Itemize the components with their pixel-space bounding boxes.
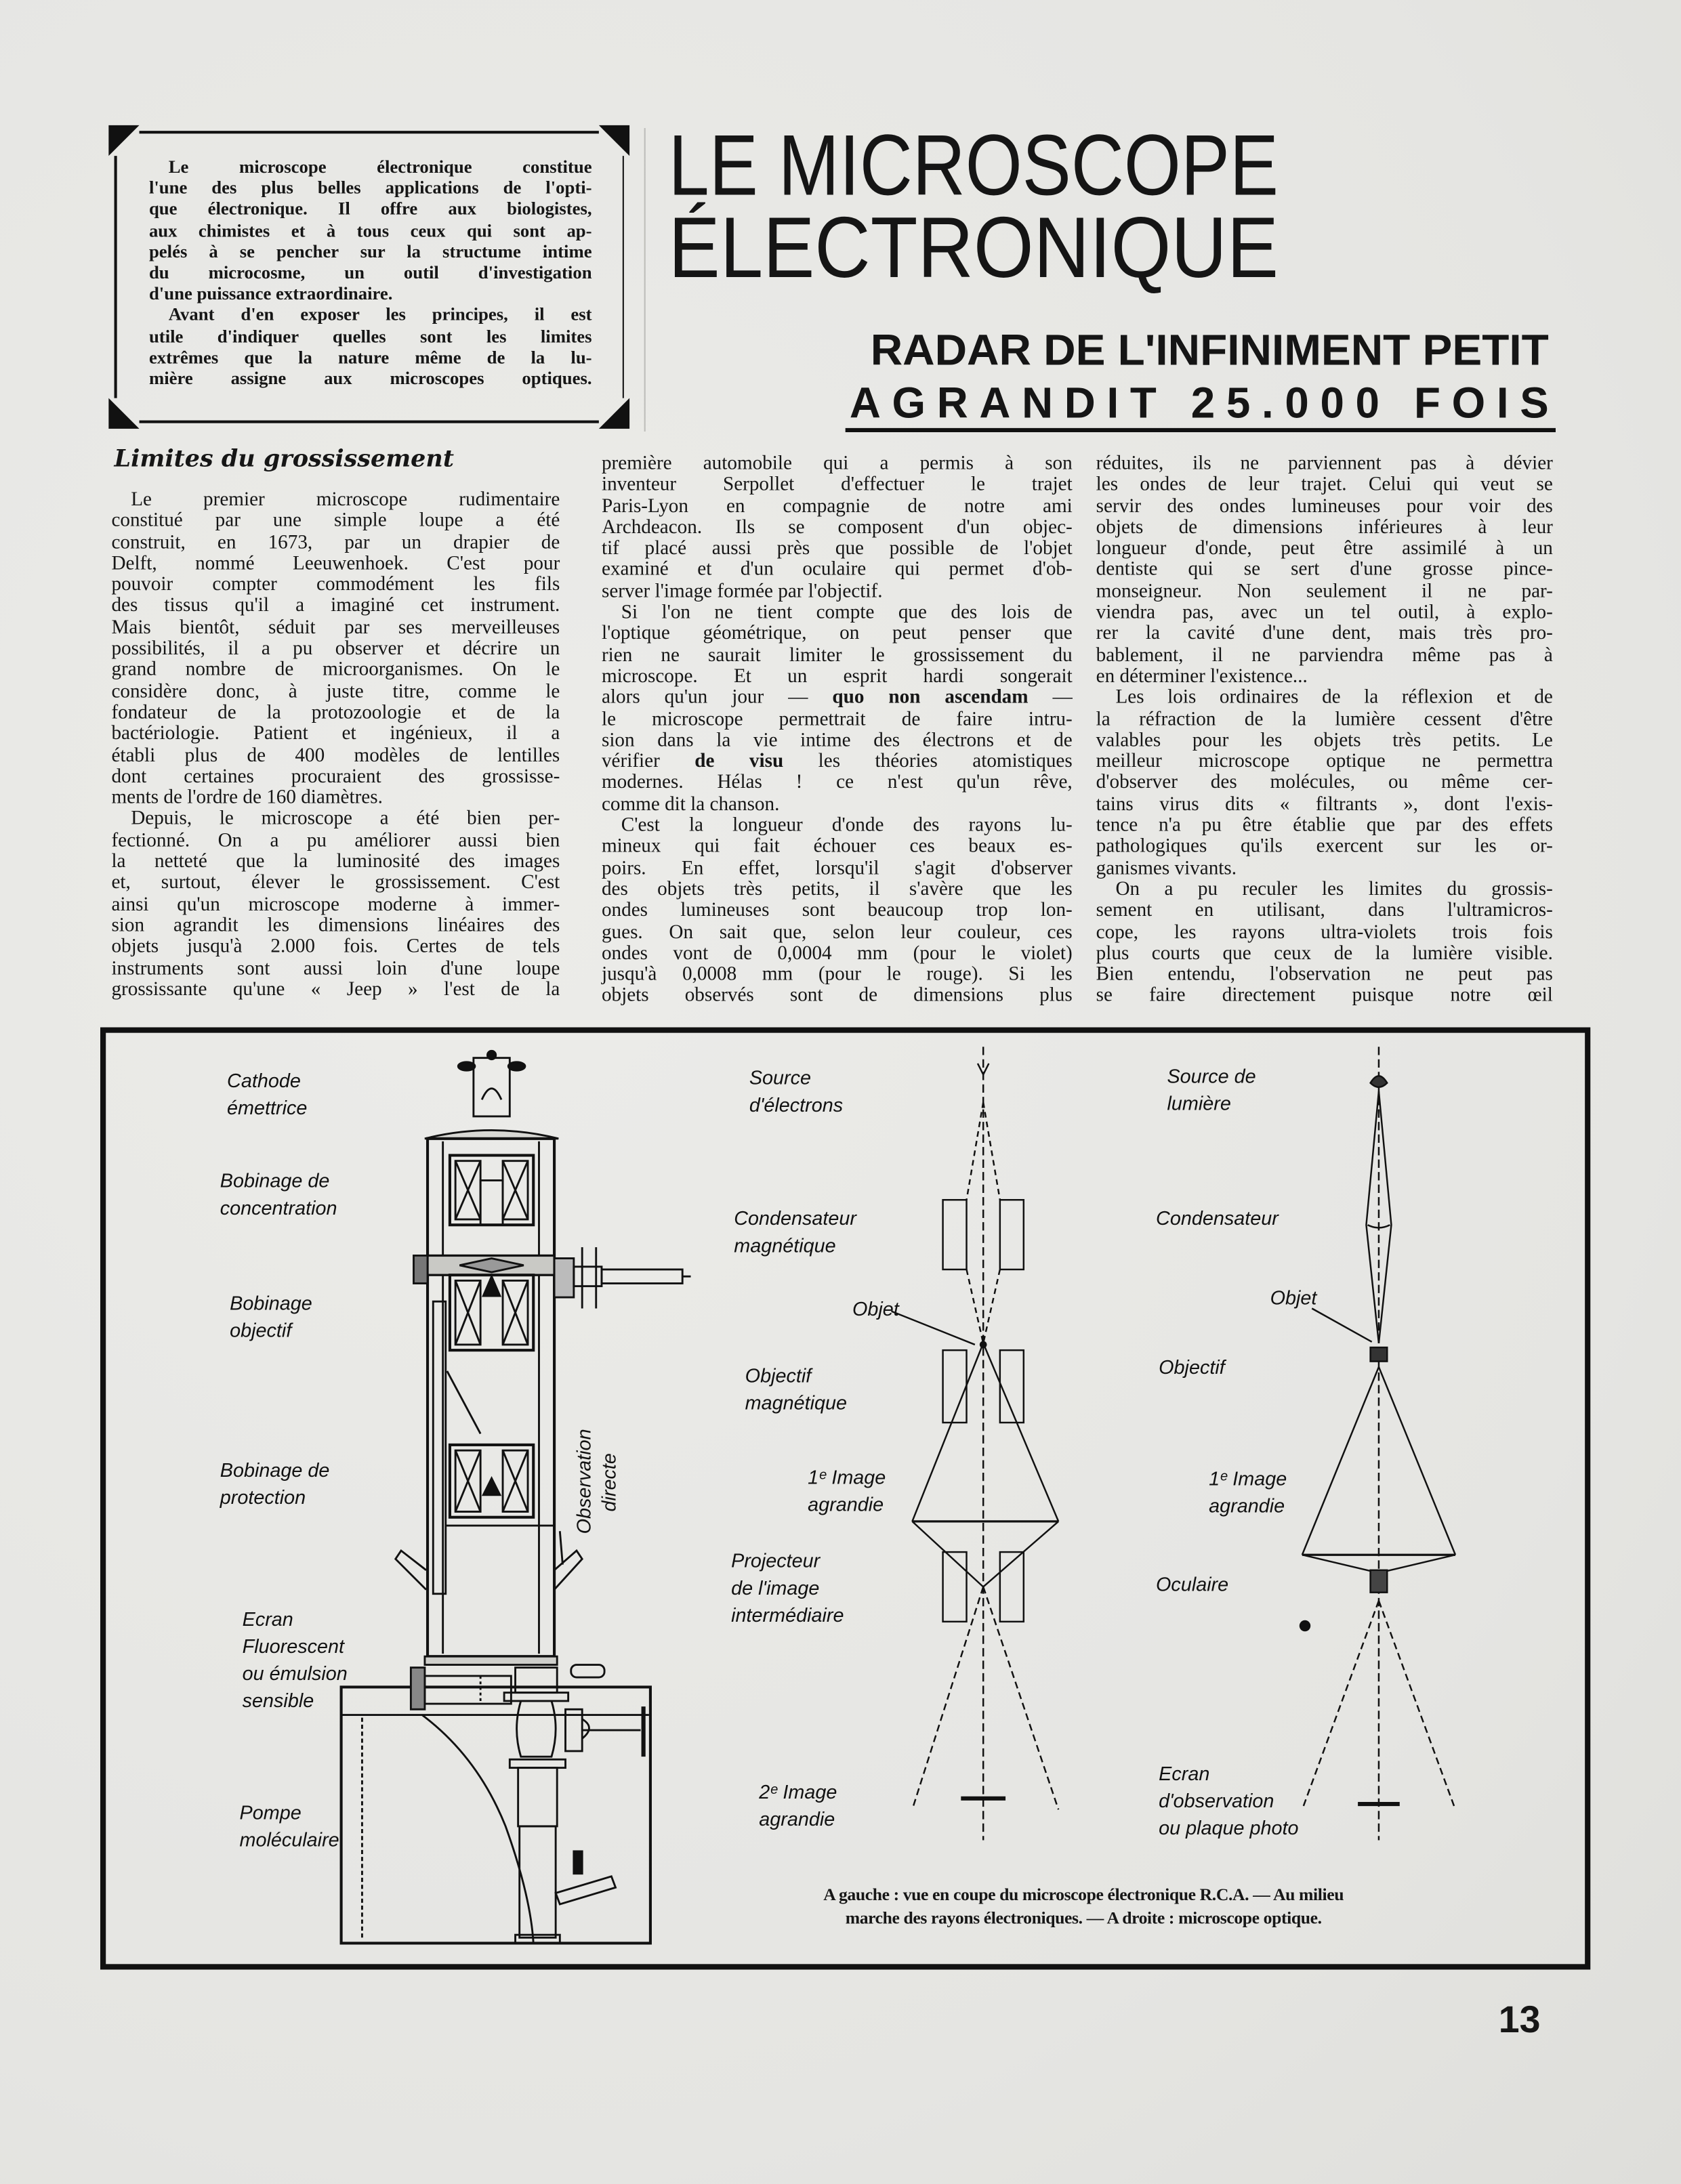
text-line: construit, en 1673, par un drapier de <box>111 531 560 553</box>
text-line: pathologiques qu'ils exercent sur les or- <box>1096 835 1553 858</box>
label-r-source: Source de <box>1167 1066 1256 1088</box>
electron-ray-diagram <box>892 1047 1059 1840</box>
label-bob-objectif: Bobinage <box>230 1293 312 1315</box>
text-line: objets de dimensions inférieures à leur <box>1096 516 1553 539</box>
intro-text <box>149 156 592 388</box>
bold-phrase: de visu <box>694 750 784 773</box>
caption-line: marche des rayons électroniques. — A droite : microscope optique. <box>845 1908 1322 1928</box>
text-line: gues. On sait que, selon leur couleur, ces <box>601 921 1073 944</box>
text-line: se faire directement puisque notre œil <box>1096 984 1553 1007</box>
optical-ray-diagram <box>1300 1047 1455 1840</box>
label-pompe: Pompe <box>239 1802 302 1824</box>
corner-decoration <box>108 398 139 429</box>
label-r-objectif: Objectif <box>1159 1357 1225 1379</box>
text-line: sion dans la vie intime des électrons et de <box>601 729 1073 752</box>
label-m-projecteur: intermédiaire <box>731 1604 844 1626</box>
label-concentration: concentration <box>220 1197 337 1219</box>
text-line: ondes lumineuses sont beaucoup trop lon- <box>601 899 1073 922</box>
text-line: des objets très petits, il s'avère que les <box>601 878 1073 901</box>
text-line: inventeur Serpollet d'effectuer le trajet <box>601 474 1073 497</box>
caption-line: A gauche : vue en coupe du microscope électronique R.C.A. — Au milieu <box>823 1885 1344 1904</box>
text-line: bactériologie. Patient et ingénieux, il a <box>111 722 560 745</box>
corner-decoration <box>599 125 629 156</box>
condenser-lens <box>1000 1200 1024 1269</box>
text-line: mineux qui fait échouer ces beaux es- <box>601 835 1073 858</box>
text-line <box>602 688 1073 709</box>
text-line: Les lois ordinaires de la réflexion et de <box>1115 686 1553 709</box>
text-line: ments de l'ordre de 160 diamètres. <box>111 786 383 810</box>
condenser-lens <box>943 1200 967 1269</box>
text-segment: alors qu'un jour — <box>601 686 833 709</box>
text-line: réduites, ils ne parviennent pas à dévier <box>1096 452 1553 475</box>
label-cathode: émettrice <box>227 1097 308 1119</box>
text-line: d'une puissance extraordinaire. <box>148 282 393 304</box>
label-cathode: Cathode <box>227 1070 301 1092</box>
text-line: pelés à se pencher sur la structume intime <box>148 240 592 261</box>
label-r-ecran: ou plaque photo <box>1159 1818 1299 1840</box>
corner-decoration <box>108 125 139 156</box>
label-m-image2: 2ᵉ Image <box>759 1781 837 1803</box>
label-ecran: sensible <box>242 1690 314 1713</box>
label-protection: protection <box>220 1487 306 1509</box>
label-m-objectif: Objectif <box>745 1365 812 1387</box>
text-line: possibilités, il a pu observer et décrire un <box>111 637 560 660</box>
title-line-1: LE MICROSCOPE <box>668 117 1279 213</box>
section-heading: Limites du grossissement <box>114 445 454 474</box>
label-m-image2: agrandie <box>759 1808 835 1830</box>
text-segment: — <box>1028 686 1073 709</box>
intro-box <box>108 125 629 429</box>
text-line: l'optique géométrique, on peut penser que <box>601 623 1073 646</box>
box-border <box>140 421 599 423</box>
bold-phrase: quo non ascendam <box>832 686 1029 709</box>
text-line: objets observés sont de dimensions plus <box>601 984 1073 1007</box>
text-line: On a pu reculer les limites du grossis- <box>1115 878 1553 901</box>
projector-lens <box>943 1552 967 1622</box>
side-arm <box>602 1269 682 1284</box>
text-line: tif placé aussi près que possible de l'objet <box>601 537 1073 560</box>
text-line: que électronique. Il offre aux biologistes, <box>148 198 592 219</box>
label-bob-objectif: objectif <box>230 1320 292 1342</box>
box-border <box>140 131 599 133</box>
label-m-objectif: magnétique <box>745 1392 848 1414</box>
text-line: examiné et d'un oculaire qui permet d'ob- <box>601 558 1073 581</box>
label-m-condensateur: magnétique <box>734 1235 836 1257</box>
article-column-2 <box>602 454 1073 1007</box>
figure-diagram <box>100 1027 1590 1969</box>
label-r-image1: agrandie <box>1209 1495 1285 1517</box>
text-line: première automobile qui a permis à son <box>601 452 1073 475</box>
label-r-ecran: Ecran <box>1159 1763 1210 1786</box>
molecular-pump <box>518 1768 558 1826</box>
text-line: Si l'on ne tient compte que des lois de <box>621 601 1073 624</box>
subtitle-line-2: AGRANDIT 25.000 FOIS <box>849 379 1549 427</box>
text-line: Avant d'en exposer les principes, il est <box>168 303 592 325</box>
label-r-oculaire: Oculaire <box>1156 1574 1229 1596</box>
text-line: ainsi qu'un microscope moderne à immer- <box>111 893 560 916</box>
text-line: valables pour les objets très petits. Le <box>1096 729 1553 752</box>
text-line: microscope. Et un esprit hardi songerait <box>601 665 1073 688</box>
text-line: Le premier microscope rudimentaire <box>131 488 560 511</box>
text-line: Bien entendu, l'observation ne peut pas <box>1096 963 1553 986</box>
text-line: tains virus dits « filtrants », dont l'exis- <box>1096 793 1553 816</box>
label-ecran: ou émulsion <box>242 1663 348 1685</box>
text-line: cope, les rayons ultra-violets trois fois <box>1096 921 1553 944</box>
text-line: aux chimistes et à tous ceux qui sont ap- <box>148 219 592 240</box>
article-column-3 <box>1096 454 1553 1007</box>
box-border <box>622 156 624 398</box>
text-line: l'une des plus belles applications de l'opti- <box>148 177 592 198</box>
light-source <box>1371 1076 1388 1087</box>
electron-microscope-drawing <box>341 1051 691 1943</box>
text-line: Delft, nommé Leeuwenhoek. C'est pour <box>111 552 560 575</box>
label-pompe: moléculaire <box>239 1829 339 1851</box>
text-line: établi plus de 400 modèles de lentilles <box>111 744 560 767</box>
text-line: ondes vont de 0,0004 mm (pour le violet) <box>601 942 1073 965</box>
text-line: plus courts que ceux de la lumière visible. <box>1096 942 1553 965</box>
text-line: la réfraction de la lumière cessent d'être <box>1096 707 1553 730</box>
label-r-objet: Objet <box>1270 1287 1317 1309</box>
text-line: viendra pas, avec un tel outil, à explo- <box>1096 601 1553 624</box>
text-line: les ondes de leur trajet. Celui qui veut se <box>1096 474 1553 497</box>
corner-decoration <box>599 398 629 429</box>
text-line: et, surtout, élever le grossissement. C'est <box>111 872 560 894</box>
text-line: meilleur microscope optique ne permettra <box>1096 750 1553 773</box>
text-line: le microscope permettrait de faire intru- <box>601 707 1073 730</box>
objective-lens <box>1371 1347 1388 1362</box>
text-line: modernes. Hélas ! ce n'est qu'un rêve, <box>601 772 1073 795</box>
text-line: monseigneur. Non seulement il ne par- <box>1096 580 1553 603</box>
text-segment: les théories atomistiques <box>783 750 1073 773</box>
text-line: pouvoir compter commodément les fils <box>111 573 560 596</box>
text-line: sion agrandit les dimensions linéaires des <box>111 914 560 937</box>
text-line: C'est la longueur d'onde des rayons lu- <box>621 814 1073 837</box>
text-line: ganismes vivants. <box>1096 857 1237 879</box>
label-observation: directe <box>598 1453 621 1512</box>
text-line: considère donc, à juste titre, comme le <box>111 680 560 702</box>
text-line: du microcosme, un outil d'investigation <box>148 261 592 282</box>
text-line: fondateur de la protozoologie et de la <box>111 701 560 724</box>
text-line: dentiste qui se sert d'une grosse pince- <box>1096 558 1553 581</box>
label-ecran: Ecran <box>242 1609 293 1631</box>
text-line: la netteté que la luminosité des images <box>111 850 560 873</box>
text-line: d'observer des molécules, ou même cer- <box>1096 772 1553 795</box>
text-line: extrêmes que la nature même de la lu- <box>148 346 592 367</box>
text-line: Archdeacon. Ils se composent d'un objec- <box>601 516 1073 539</box>
label-m-condensateur: Condensateur <box>734 1208 856 1230</box>
figure-labels <box>220 1066 1318 1851</box>
text-line: tence n'a pu être établie que par des effets <box>1096 814 1553 837</box>
text-line: des tissus qu'il a imaginé cet instrument. <box>111 595 560 618</box>
text-line: longueur d'onde, peut être assimilé à un <box>1096 537 1553 560</box>
eyepiece <box>1371 1570 1388 1593</box>
text-line: utile d'indiquer quelles sont les limites <box>148 324 592 346</box>
text-line: Mais bientôt, séduit par ses merveilleuses <box>111 616 560 639</box>
text-line: rien ne saurait limiter le grossissement du <box>601 644 1073 667</box>
text-line: en déterminer l'existence... <box>1096 665 1308 688</box>
text-line: poirs. En effet, lorsqu'il s'agit d'observer <box>601 857 1073 879</box>
text-line: sement en utilisant, dans l'ultramicros- <box>1096 899 1553 922</box>
label-ecran: Fluorescent <box>242 1636 344 1658</box>
label-m-projecteur: de l'image <box>731 1577 820 1599</box>
title-line-2: ÉLECTRONIQUE <box>668 198 1279 295</box>
text-line: Le microscope électronique constitue <box>168 156 592 177</box>
text-line: bablement, il ne parviendra même pas à <box>1096 644 1553 667</box>
text-line: mière assigne aux microscopes optiques. <box>148 367 592 389</box>
label-m-image1: agrandie <box>808 1494 884 1516</box>
label-r-source: lumière <box>1167 1093 1231 1115</box>
text-segment: vérifier <box>601 750 695 773</box>
article-column-1 <box>111 490 560 1001</box>
text-line: grand nombre de microorganismes. On le <box>111 658 560 681</box>
text-line: instruments sont aussi loin d'une loupe <box>111 957 560 980</box>
label-m-source: Source <box>749 1067 812 1089</box>
text-line: rer la cavité d'une dent, mais très pro- <box>1096 623 1553 646</box>
text-line: Paris-Lyon en compagnie de notre ami <box>601 495 1073 518</box>
text-line: objets jusqu'à 2.000 fois. Certes de tels <box>111 936 560 959</box>
text-line <box>602 752 1073 773</box>
label-protection: Bobinage de <box>220 1460 330 1482</box>
cathode-housing <box>474 1058 510 1116</box>
page-number: 13 <box>1498 1998 1541 2041</box>
condenser-coil <box>450 1155 533 1225</box>
figure-caption <box>697 1883 1471 1931</box>
text-line: dont certaines procuraient des grossisse- <box>111 765 560 788</box>
objective-lens <box>943 1350 967 1423</box>
text-line: grossissante qu'une « Jeep » l'est de la <box>111 978 560 1001</box>
label-concentration: Bobinage de <box>220 1170 330 1192</box>
text-line: servir des ondes lumineuses pour voir des <box>1096 495 1553 518</box>
text-line: fectionné. On a pu améliorer aussi bien <box>111 829 560 852</box>
text-line: jusqu'à 0,0008 mm (pour le rouge). Si les <box>601 963 1073 986</box>
label-m-projecteur: Projecteur <box>731 1550 821 1572</box>
label-m-image1: 1ᵉ Image <box>808 1467 886 1489</box>
label-m-source: d'électrons <box>749 1094 844 1116</box>
objet-pointer <box>1312 1309 1371 1342</box>
text-line: server l'image formée par l'objectif. <box>601 580 883 603</box>
text-line: Depuis, le microscope a été bien per- <box>131 807 560 831</box>
label-m-objet: Objet <box>852 1298 899 1320</box>
subtitle-line-1: RADAR DE L'INFINIMENT PETIT <box>870 326 1549 375</box>
objet-pointer <box>892 1311 975 1345</box>
microscope-base <box>341 1687 650 1943</box>
text-line: constitué par une simple loupe a été <box>111 509 560 532</box>
label-r-image1: 1ᵉ Image <box>1209 1468 1287 1490</box>
label-r-ecran: d'observation <box>1159 1790 1274 1813</box>
text-line: comme dit la chanson. <box>601 793 780 816</box>
box-border <box>115 156 117 398</box>
label-r-condensateur: Condensateur <box>1156 1208 1279 1230</box>
label-observation: Observation <box>573 1429 596 1534</box>
